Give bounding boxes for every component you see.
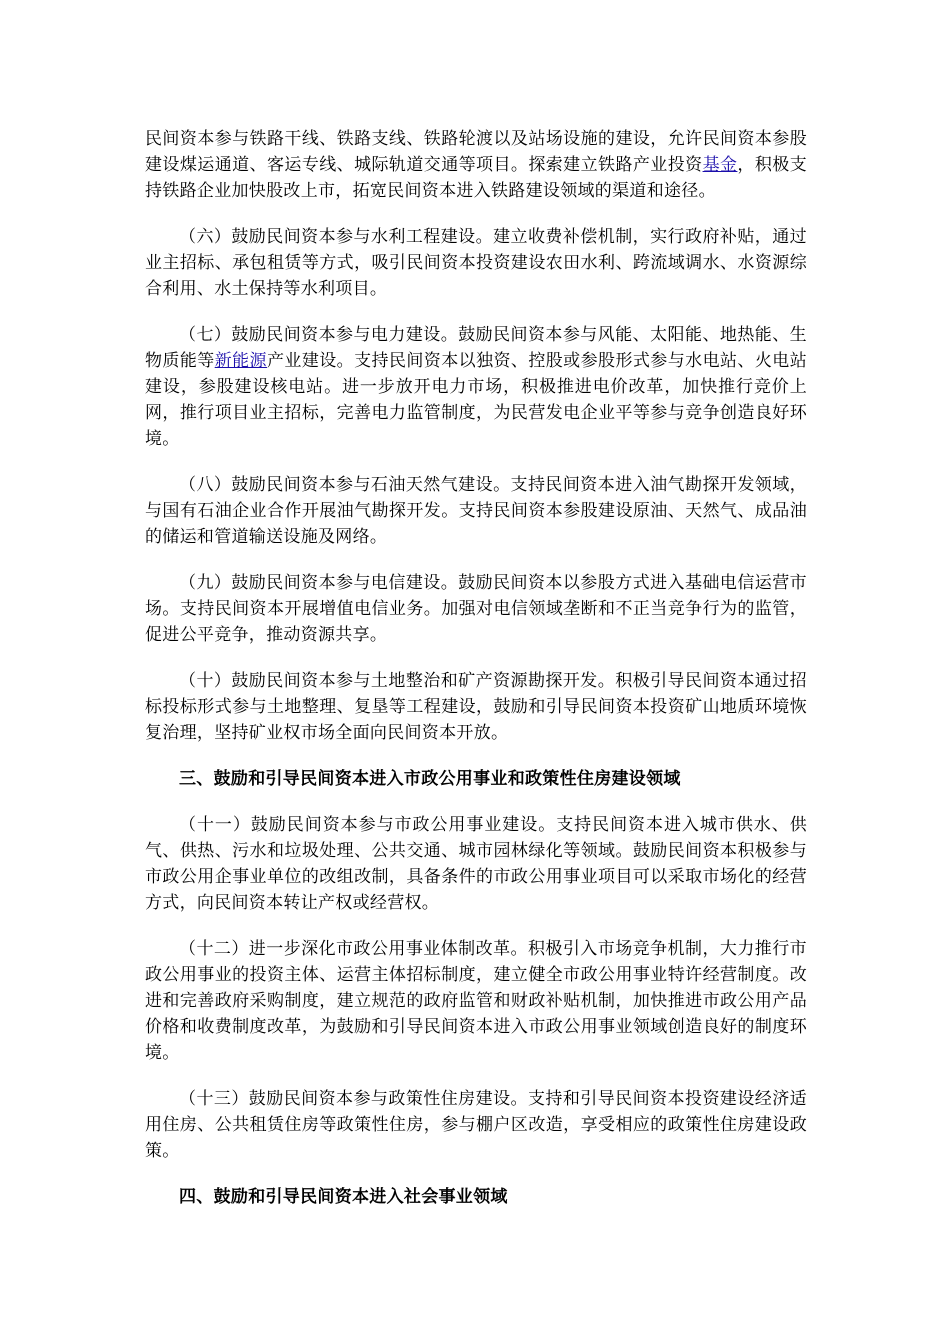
section-heading-3: 三、鼓励和引导民间资本进入市政公用事业和政策性住房建设领域 xyxy=(179,769,681,789)
paragraph-telecom: （九）鼓励民间资本参与电信建设。鼓励民间资本以参股方式进入基础电信运营市场。支持民间资本开展增值电信业务。加强对电信领域垄断和不正当竞争行为的监管，促进公平竞争，推动资源共享。 xyxy=(145,573,807,645)
link-fund[interactable]: 基金 xyxy=(702,155,738,175)
paragraph-water-conservancy: （六）鼓励民间资本参与水利工程建设。建立收费补偿机制，实行政府补贴，通过业主招标、承包租赁等方式，吸引民间资本投资建设农田水利、跨流域调水、水资源综合利用、水土保持等水利项目。 xyxy=(145,227,807,299)
paragraph-oil-gas: （八）鼓励民间资本参与石油天然气建设。支持民间资本进入油气勘探开发领域，与国有石油企业合作开展油气勘探开发。支持民间资本参股建设原油、天然气、成品油的储运和管道输送设施及网络。 xyxy=(145,475,807,547)
link-new-energy[interactable]: 新能源 xyxy=(214,351,267,371)
document-body xyxy=(145,126,807,1230)
paragraph-municipal-utilities: （十一）鼓励民间资本参与市政公用事业建设。支持民间资本进入城市供水、供气、供热、污水和垃圾处理、公共交通、城市园林绿化等领域。鼓励民间资本积极参与市政公用企事业单位的改组改制，具备条件的市政公用事业项目可以采取市场化的经营方式，向民间资本转让产权或经营权。 xyxy=(145,815,807,913)
paragraph-text: （七）鼓励民间资本参与电力建设。鼓励民间资本参与风能、太阳能、地热能、生物质能等 xyxy=(145,325,807,371)
paragraph-text: 民间资本参与铁路干线、铁路支线、铁路轮渡以及站场设施的建设，允许民间资本参股建设煤运通道、客运专线、城际轨道交通等项目。探索建立铁路产业投资 xyxy=(145,129,807,175)
paragraph-railway-continued xyxy=(145,126,807,204)
paragraph-text: ，积极支持铁路企业加快股改上市，拓宽民间资本进入铁路建设领域的渠道和途径。 xyxy=(145,155,807,201)
section-heading-4: 四、鼓励和引导民间资本进入社会事业领域 xyxy=(179,1187,508,1207)
paragraph-text: 产业建设。支持民间资本以独资、控股或参股形式参与水电站、火电站建设，参股建设核电站。进一步放开电力市场，积极推进电价改革，加快推行竞价上网，推行项目业主招标，完善电力监管制度，为民营发电企业平等参与竞争创造良好环境。 xyxy=(145,351,807,449)
paragraph-municipal-reform: （十二）进一步深化市政公用事业体制改革。积极引入市场竞争机制，大力推行市政公用事业的投资主体、运营主体招标制度，建立健全市政公用事业特许经营制度。改进和完善政府采购制度，建立规范的政府监管和财政补贴机制，加快推进市政公用产品价格和收费制度改革，为鼓励和引导民间资本进入市政公用事业领域创造良好的制度环境。 xyxy=(145,939,807,1063)
paragraph-electric-power xyxy=(145,322,807,452)
paragraph-policy-housing: （十三）鼓励民间资本参与政策性住房建设。支持和引导民间资本投资建设经济适用住房、公共租赁住房等政策性住房，参与棚户区改造，享受相应的政策性住房建设政策。 xyxy=(145,1089,807,1161)
paragraph-land-mineral: （十）鼓励民间资本参与土地整治和矿产资源勘探开发。积极引导民间资本通过招标投标形式参与土地整理、复垦等工程建设，鼓励和引导民间资本投资矿山地质环境恢复治理，坚持矿业权市场全面向民间资本开放。 xyxy=(145,671,807,743)
